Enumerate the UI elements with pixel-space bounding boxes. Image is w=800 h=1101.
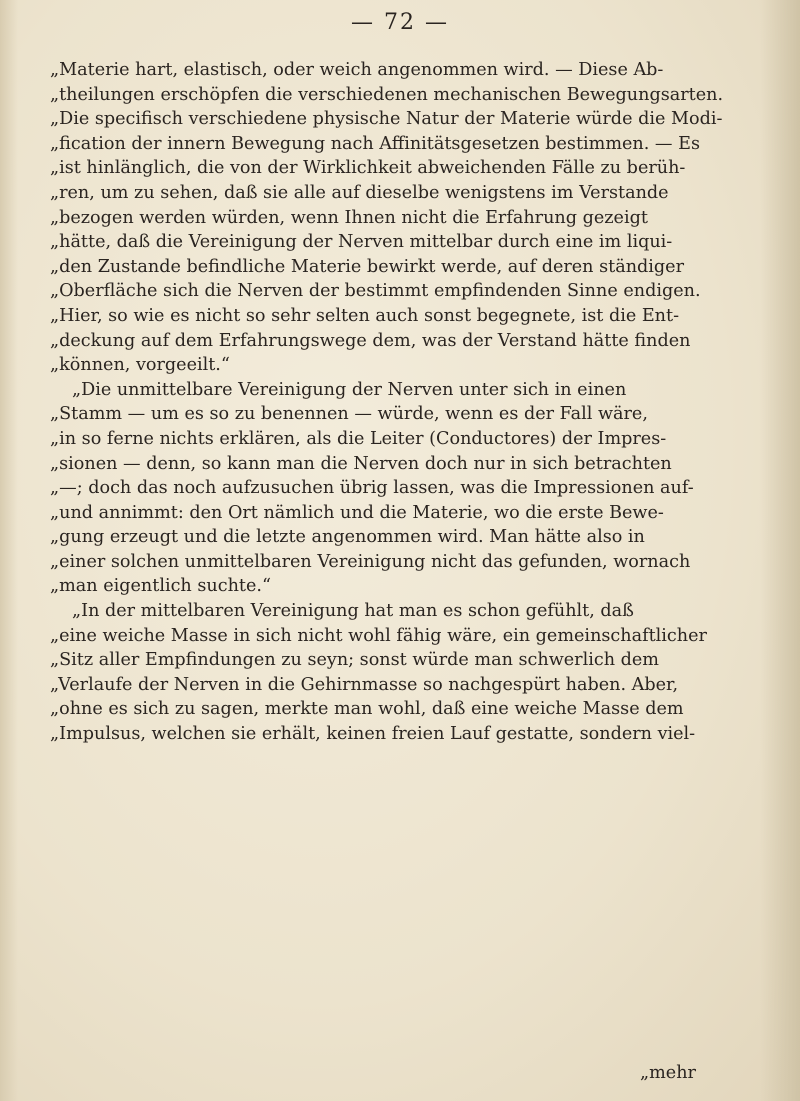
text-line: „Materie hart, elastisch, oder weich angenommen wird. — Diese Ab- [50,60,664,80]
page-number: — 72 — [351,10,449,35]
text-line: „einer solchen unmittelbaren Vereinigung nicht das gefunden, wornach [50,551,691,572]
text-line: „Verlaufe der Nerven in die Gehirnmasse so nachgespürt haben. Aber, [50,674,679,695]
text-line: „können, vorgeeilt.“ [50,355,230,376]
text-line: „ohne es sich zu sagen, merkte man wohl, daß eine weiche Masse dem [50,699,684,720]
text-line: „Sitz aller Empfindungen zu seyn; sonst würde man schwerlich dem [50,650,659,671]
text-line: „bezogen werden würden, wenn Ihnen nicht die Erfahrung gezeigt [50,207,648,228]
text-line: „gung erzeugt und die letzte angenommen wird. Man hätte also in [50,527,645,548]
text-line: „und annimmt: den Ort nämlich und die Materie, wo die erste Bewe- [50,502,664,523]
text-line: „Oberfläche sich die Nerven der bestimmt empfindenden Sinne endigen. [50,281,701,302]
text-line: „eine weiche Masse in sich nicht wohl fähig wäre, ein gemeinschaftlicher [50,625,707,646]
text-line: „theilungen erschöpfen die verschiedenen mechanischen Bewegungsarten. [50,84,724,105]
catchword: „mehr [640,1063,696,1083]
text-line: „In der mittelbaren Vereinigung hat man es schon gefühlt, daß [72,601,634,622]
text-line: „ist hinlänglich, die von der Wirklichkeit abweichenden Fälle zu berüh- [50,158,686,179]
text-line: „Hier, so wie es nicht so sehr selten auch sonst begegnete, ist die Ent- [50,305,680,326]
text-line: „Stamm — um es so zu benennen — würde, wenn es der Fall wäre, [50,404,648,425]
page-shadow-right [760,0,800,1101]
text-line: „ren, um zu sehen, daß sie alle auf dieselbe wenigstens im Verstande [50,182,669,203]
text-line: „Impulsus, welchen sie erhält, keinen freien Lauf gestatte, sondern viel- [50,724,696,745]
text-line: „sionen — denn, so kann man die Nerven doch nur in sich betrachten [50,453,672,474]
text-line: „man eigentlich suchte.“ [50,576,271,597]
text-line: „den Zustande befindliche Materie bewirkt werde, auf deren ständiger [50,256,685,277]
page-shadow-left [0,0,18,1101]
text-line: „fication der innern Bewegung nach Affinitätsgesetzen bestimmen. — Es [50,133,700,154]
text-line: „—; doch das noch aufzusuchen übrig lassen, was die Impressionen auf- [50,478,694,499]
text-line: „Die specifisch verschiedene physische Natur der Materie würde die Modi- [50,109,723,130]
body-text [50,58,750,747]
text-line: „deckung auf dem Erfahrungswege dem, was der Verstand hätte finden [50,330,691,351]
text-line: „Die unmittelbare Vereinigung der Nerven unter sich in einen [72,379,627,400]
text-line: „in so ferne nichts erklären, als die Leiter (Conductores) der Impres- [50,428,667,449]
text-line: „hätte, daß die Vereinigung der Nerven mittelbar durch eine im liqui- [50,232,673,253]
